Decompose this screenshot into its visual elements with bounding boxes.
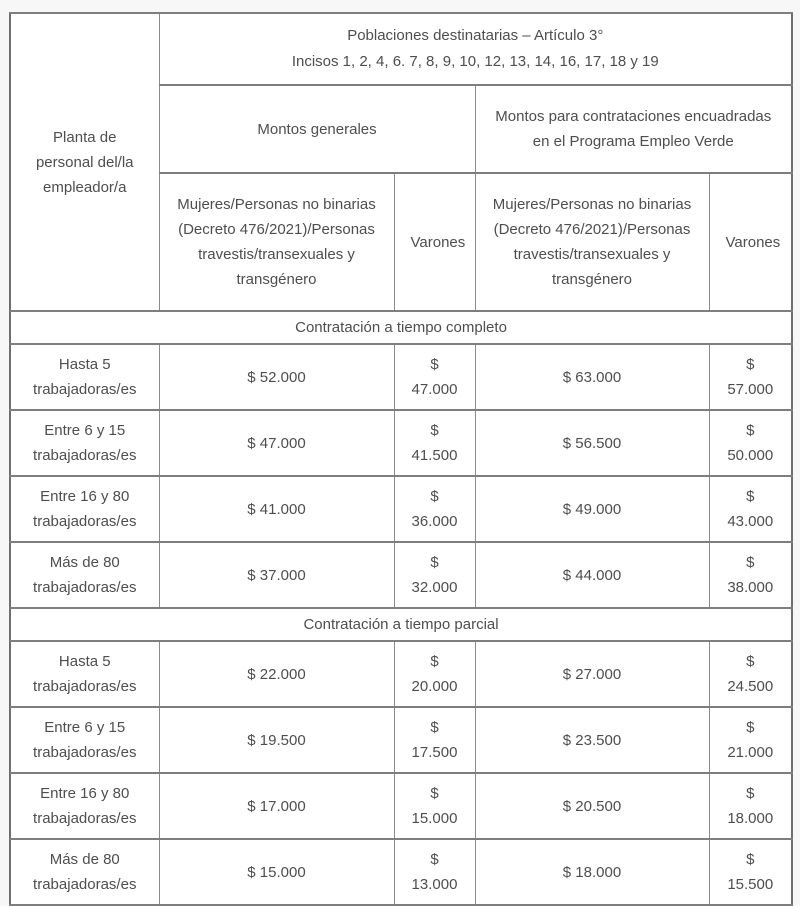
table-row <box>10 707 792 773</box>
table-row <box>10 542 792 608</box>
row-header-planta-de-personal: Planta de personal del/la empleador/a <box>10 13 159 311</box>
row-label: Hasta 5 trabajadoras/es <box>10 641 159 707</box>
row-label: Más de 80 trabajadoras/es <box>10 839 159 905</box>
amount-cell: $ 52.000 <box>159 344 394 410</box>
amount-cell: $ 24.500 <box>709 641 792 707</box>
header-poblaciones-line2: Incisos 1, 2, 4, 6. 7, 8, 9, 10, 12, 13, 14, 16, 17, 18 y 19 <box>291 53 659 70</box>
row-label: Más de 80 trabajadoras/es <box>10 542 159 608</box>
header-mujeres-empleo-verde: Mujeres/Personas no binarias (Decreto 476/2021)/Personas travestis/transexuales y transgénero <box>475 173 709 311</box>
amount-cell: $ 21.000 <box>709 707 792 773</box>
amount-cell: $ 15.500 <box>709 839 792 905</box>
row-label: Entre 16 y 80 trabajadoras/es <box>10 773 159 839</box>
amount-cell: $ 57.000 <box>709 344 792 410</box>
table-row <box>10 410 792 476</box>
amount-cell: $ 50.000 <box>709 410 792 476</box>
amount-cell: $ 32.000 <box>394 542 475 608</box>
row-label: Entre 6 y 15 trabajadoras/es <box>10 410 159 476</box>
amount-cell: $ 18.000 <box>709 773 792 839</box>
amount-cell: $ 13.000 <box>394 839 475 905</box>
amount-cell: $ 37.000 <box>159 542 394 608</box>
amount-cell: $ 63.000 <box>475 344 709 410</box>
amount-cell: $ 19.500 <box>159 707 394 773</box>
amount-cell: $ 27.000 <box>475 641 709 707</box>
amount-cell: $ 41.000 <box>159 476 394 542</box>
amount-cell: $ 20.000 <box>394 641 475 707</box>
header-varones-empleo-verde: Varones <box>709 173 792 311</box>
amount-cell: $ 47.000 <box>159 410 394 476</box>
amount-cell: $ 17.000 <box>159 773 394 839</box>
amount-cell: $ 36.000 <box>394 476 475 542</box>
row-label: Hasta 5 trabajadoras/es <box>10 344 159 410</box>
table-row <box>10 641 792 707</box>
amount-cell: $ 23.500 <box>475 707 709 773</box>
row-label: Entre 6 y 15 trabajadoras/es <box>10 707 159 773</box>
amount-cell: $ 20.500 <box>475 773 709 839</box>
section-title-tiempo-parcial: Contratación a tiempo parcial <box>10 608 792 641</box>
amount-cell: $ 41.500 <box>394 410 475 476</box>
amount-cell: $ 38.000 <box>709 542 792 608</box>
table-row <box>10 476 792 542</box>
header-montos-programa-empleo-verde: Montos para contrataciones encuadradas en el Programa Empleo Verde <box>475 85 792 173</box>
amount-cell: $ 22.000 <box>159 641 394 707</box>
header-mujeres-generales: Mujeres/Personas no binarias (Decreto 476/2021)/Personas travestis/transexuales y transgénero <box>159 173 394 311</box>
amount-cell: $ 56.500 <box>475 410 709 476</box>
row-label: Entre 16 y 80 trabajadoras/es <box>10 476 159 542</box>
amount-cell: $ 15.000 <box>159 839 394 905</box>
table-row <box>10 344 792 410</box>
header-montos-generales: Montos generales <box>159 85 475 173</box>
header-poblaciones-line1: Poblaciones destinatarias – Artículo 3° <box>347 27 604 44</box>
header-varones-generales: Varones <box>394 173 475 311</box>
table-header-row-populations <box>10 13 792 85</box>
amount-cell: $ 43.000 <box>709 476 792 542</box>
header-poblaciones-destinatarias <box>159 13 792 85</box>
section-title-tiempo-completo: Contratación a tiempo completo <box>10 311 792 344</box>
amount-cell: $ 49.000 <box>475 476 709 542</box>
section-row-tiempo-parcial <box>10 608 792 641</box>
subsidy-amounts-table <box>9 12 793 906</box>
amount-cell: $ 15.000 <box>394 773 475 839</box>
table-row <box>10 773 792 839</box>
amount-cell: $ 47.000 <box>394 344 475 410</box>
amount-cell: $ 44.000 <box>475 542 709 608</box>
table-row <box>10 839 792 905</box>
section-row-tiempo-completo <box>10 311 792 344</box>
amount-cell: $ 18.000 <box>475 839 709 905</box>
amount-cell: $ 17.500 <box>394 707 475 773</box>
